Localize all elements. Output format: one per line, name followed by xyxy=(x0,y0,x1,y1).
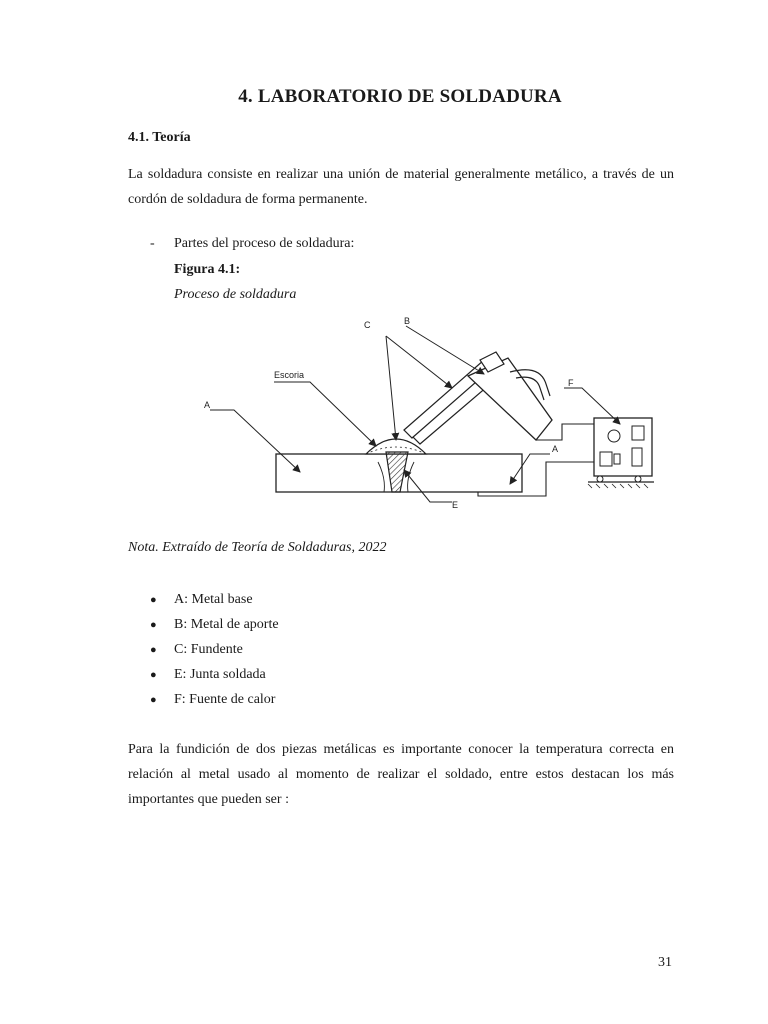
bullet-marker: ● xyxy=(150,594,157,606)
intro-paragraph: La soldadura consiste en realizar una unión de material generalmente metálico, a través de un cordón de soldadura de forma permanente. xyxy=(128,167,674,207)
bullet-marker: ● xyxy=(150,619,157,631)
figure-label: Figura 4.1: xyxy=(174,262,241,277)
section-heading: 4.1. Teoría xyxy=(128,130,191,145)
electrode-holder xyxy=(404,352,552,444)
label-c: C xyxy=(364,320,371,330)
list-item-text: B: Metal de aporte xyxy=(174,617,279,632)
label-leaders xyxy=(210,326,620,502)
label-f: F xyxy=(568,378,574,388)
bullet-marker: ● xyxy=(150,694,157,706)
weld-bead xyxy=(366,439,426,492)
label-a-left: A xyxy=(204,400,211,410)
dash-item-text: Partes del proceso de soldadura: xyxy=(174,236,355,251)
label-e: E xyxy=(452,500,459,510)
list-item-text: F: Fuente de calor xyxy=(174,692,276,707)
label-escoria: Escoria xyxy=(274,370,305,380)
dash-marker: - xyxy=(150,236,155,251)
list-item xyxy=(150,639,279,664)
list-item xyxy=(150,614,279,639)
figure-note: Nota. Extraído de Teoría de Soldaduras, 2022 xyxy=(128,540,387,555)
list-item-text: E: Junta soldada xyxy=(174,667,266,682)
list-item-text: C: Fundente xyxy=(174,642,243,657)
page-title: 4. LABORATORIO DE SOLDADURA xyxy=(238,86,562,107)
figure-caption: Proceso de soldadura xyxy=(174,287,297,302)
parts-list xyxy=(150,589,279,714)
bullet-marker: ● xyxy=(150,669,157,681)
list-item xyxy=(150,689,279,714)
list-item-text: A: Metal base xyxy=(174,592,253,607)
label-b: B xyxy=(404,316,411,326)
label-a-right: A xyxy=(552,444,559,454)
power-source xyxy=(588,418,654,488)
list-item xyxy=(150,589,279,614)
bullet-marker: ● xyxy=(150,644,157,656)
list-item xyxy=(150,664,279,689)
page-number: 31 xyxy=(658,955,672,970)
welding-diagram xyxy=(190,312,660,518)
dash-list-item xyxy=(150,236,354,252)
temperature-paragraph: Para la fundición de dos piezas metálicas es importante conocer la temperatura correcta en relación al metal usado al momento de realizar el soldado, entre estos destacan los más importantes que pueden ser : xyxy=(128,742,674,807)
